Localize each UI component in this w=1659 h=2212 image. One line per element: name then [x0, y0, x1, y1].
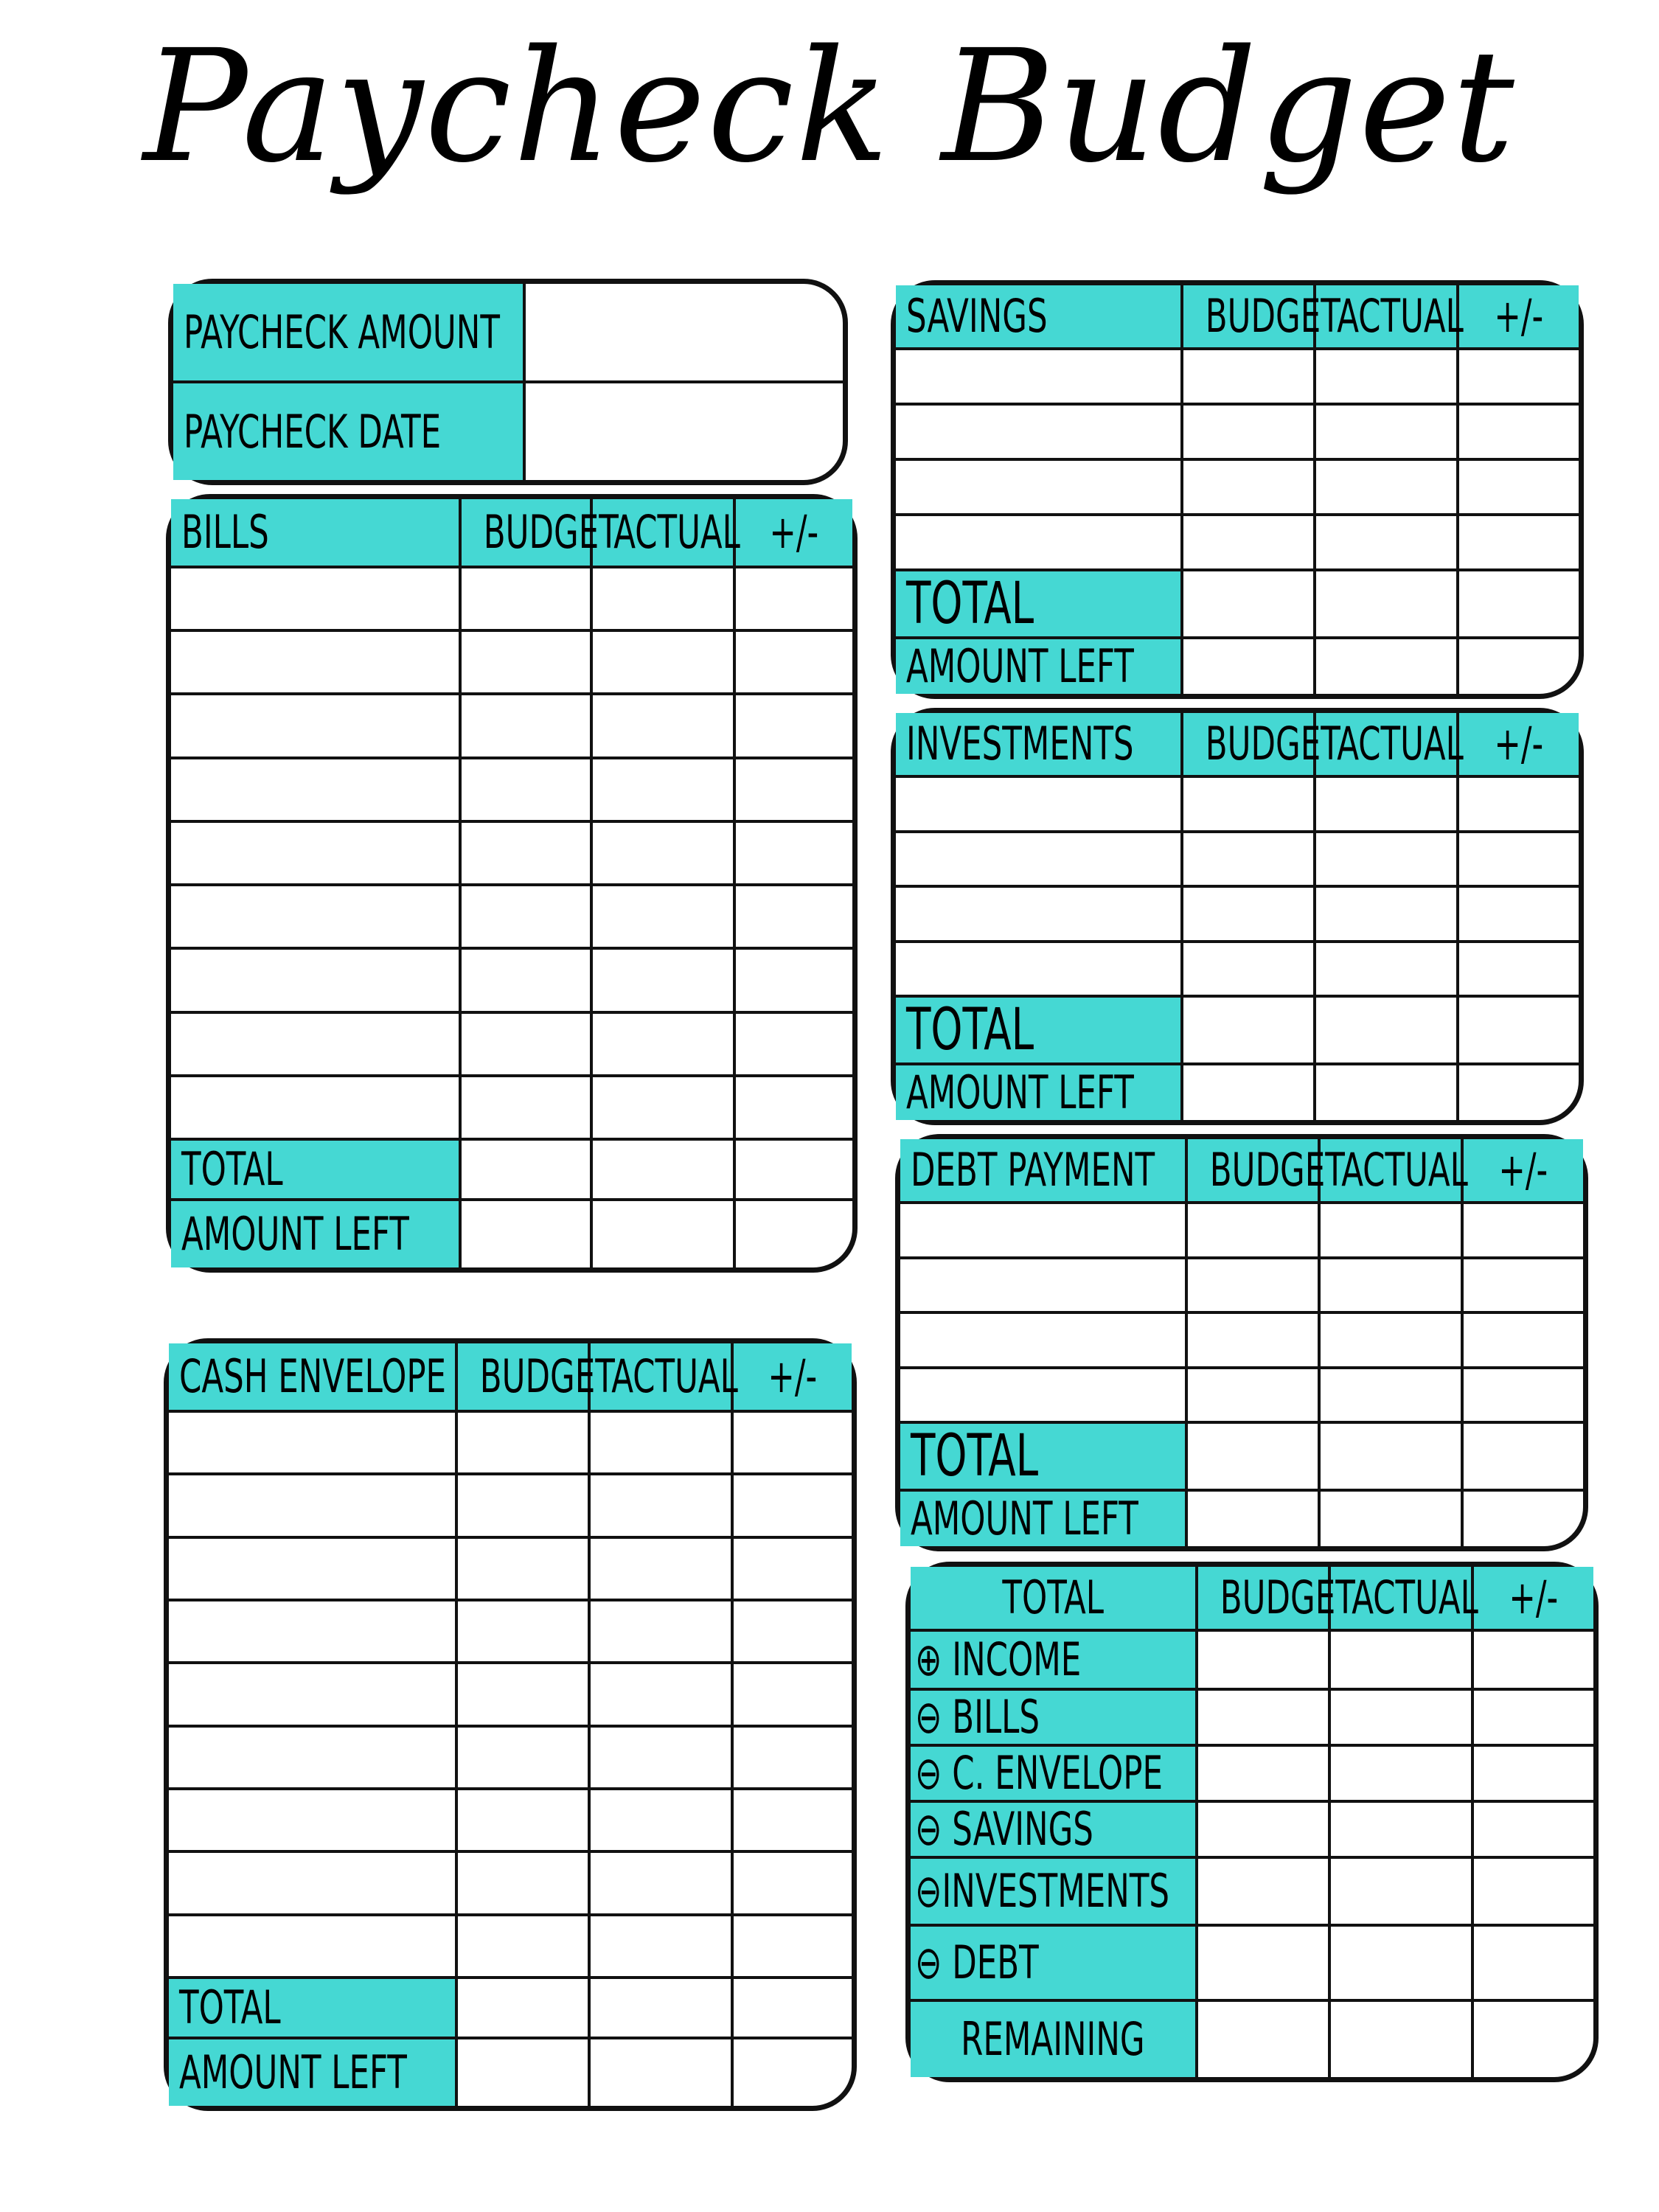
table-row: [169, 1537, 852, 1600]
savings-heading: SAVINGS: [896, 285, 1182, 349]
budget-column-header: BUDGET: [456, 1343, 589, 1411]
diff-column-header: +/-: [734, 499, 852, 567]
table-row: [900, 1203, 1583, 1258]
table-row: [171, 1076, 852, 1139]
savings-total-label: TOTAL: [896, 570, 1182, 638]
summary-income-label: ⊕ INCOME: [911, 1630, 1197, 1689]
diff-column-header: +/-: [1462, 1139, 1583, 1203]
debt-payment-table: [895, 1134, 1588, 1551]
table-row: [171, 694, 852, 757]
investments-heading: INVESTMENTS: [896, 713, 1182, 776]
cash-envelope-heading: CASH ENVELOPE: [169, 1343, 456, 1411]
actual-column-header: ACTUAL: [1315, 713, 1458, 776]
savings-table: [891, 280, 1584, 699]
paycheck-date-field[interactable]: [524, 382, 843, 480]
savings-amount-left-label: AMOUNT LEFT: [896, 638, 1182, 694]
cash-total-label: TOTAL: [169, 1978, 456, 2038]
table-row: [169, 1663, 852, 1725]
table-row: [169, 1851, 852, 1914]
table-row: [896, 459, 1579, 515]
table-row: [896, 776, 1579, 832]
diff-column-header: +/-: [1472, 1567, 1593, 1630]
actual-column-header: ACTUAL: [1329, 1567, 1472, 1630]
debt-payment-heading: DEBT PAYMENT: [900, 1139, 1186, 1203]
table-row: [169, 1726, 852, 1789]
page-title: Paycheck Budget: [143, 16, 1516, 197]
summary-heading: TOTAL: [911, 1567, 1197, 1630]
table-row: [896, 832, 1579, 887]
table-row: [896, 942, 1579, 997]
paycheck-amount-field[interactable]: [524, 284, 843, 382]
investments-total-label: TOTAL: [896, 996, 1182, 1064]
bills-total-label: TOTAL: [171, 1139, 460, 1200]
budget-column-header: BUDGET: [460, 499, 591, 567]
table-row: [169, 1600, 852, 1663]
debt-total-label: TOTAL: [900, 1422, 1186, 1490]
actual-column-header: ACTUAL: [589, 1343, 732, 1411]
table-row: [896, 404, 1579, 459]
paycheck-amount-label: PAYCHECK AMOUNT: [173, 284, 524, 382]
debt-amount-left-label: AMOUNT LEFT: [900, 1490, 1186, 1546]
bills-amount-left-label: AMOUNT LEFT: [171, 1200, 460, 1267]
table-row: [169, 1915, 852, 1978]
summary-debt-label: ⊖ DEBT: [911, 1925, 1197, 2000]
investments-table: [891, 708, 1584, 1125]
diff-column-header: +/-: [732, 1343, 852, 1411]
summary-cash-envelope-label: ⊖ C. ENVELOPE: [911, 1745, 1197, 1801]
bills-heading: BILLS: [171, 499, 460, 567]
table-row: [900, 1368, 1583, 1423]
table-row: [900, 1258, 1583, 1313]
diff-column-header: +/-: [1458, 285, 1579, 349]
table-row: [900, 1312, 1583, 1368]
budget-column-header: BUDGET: [1182, 285, 1315, 349]
summary-remaining-label: REMAINING: [911, 2000, 1197, 2077]
summary-bills-label: ⊖ BILLS: [911, 1689, 1197, 1745]
table-row: [169, 1789, 852, 1851]
budget-column-header: BUDGET: [1197, 1567, 1329, 1630]
actual-column-header: ACTUAL: [1315, 285, 1458, 349]
bills-table: [166, 494, 858, 1273]
table-row: [896, 349, 1579, 404]
table-row: [896, 886, 1579, 942]
summary-table: [905, 1562, 1599, 2082]
cash-envelope-table: [164, 1338, 857, 2111]
paycheck-box: [168, 279, 848, 485]
table-row: [896, 515, 1579, 570]
table-row: [171, 821, 852, 885]
paycheck-date-label: PAYCHECK DATE: [173, 382, 524, 480]
actual-column-header: ACTUAL: [591, 499, 734, 567]
table-row: [171, 885, 852, 948]
investments-amount-left-label: AMOUNT LEFT: [896, 1064, 1182, 1120]
table-row: [171, 630, 852, 694]
table-row: [171, 948, 852, 1012]
summary-savings-label: ⊖ SAVINGS: [911, 1801, 1197, 1857]
table-row: [169, 1474, 852, 1537]
table-row: [171, 1012, 852, 1076]
table-row: [171, 567, 852, 630]
summary-investments-label: ⊖INVESTMENTS: [911, 1857, 1197, 1925]
diff-column-header: +/-: [1458, 713, 1579, 776]
table-row: [171, 758, 852, 821]
actual-column-header: ACTUAL: [1319, 1139, 1462, 1203]
table-row: [169, 1411, 852, 1474]
cash-amount-left-label: AMOUNT LEFT: [169, 2038, 456, 2106]
budget-column-header: BUDGET: [1182, 713, 1315, 776]
budget-column-header: BUDGET: [1186, 1139, 1319, 1203]
